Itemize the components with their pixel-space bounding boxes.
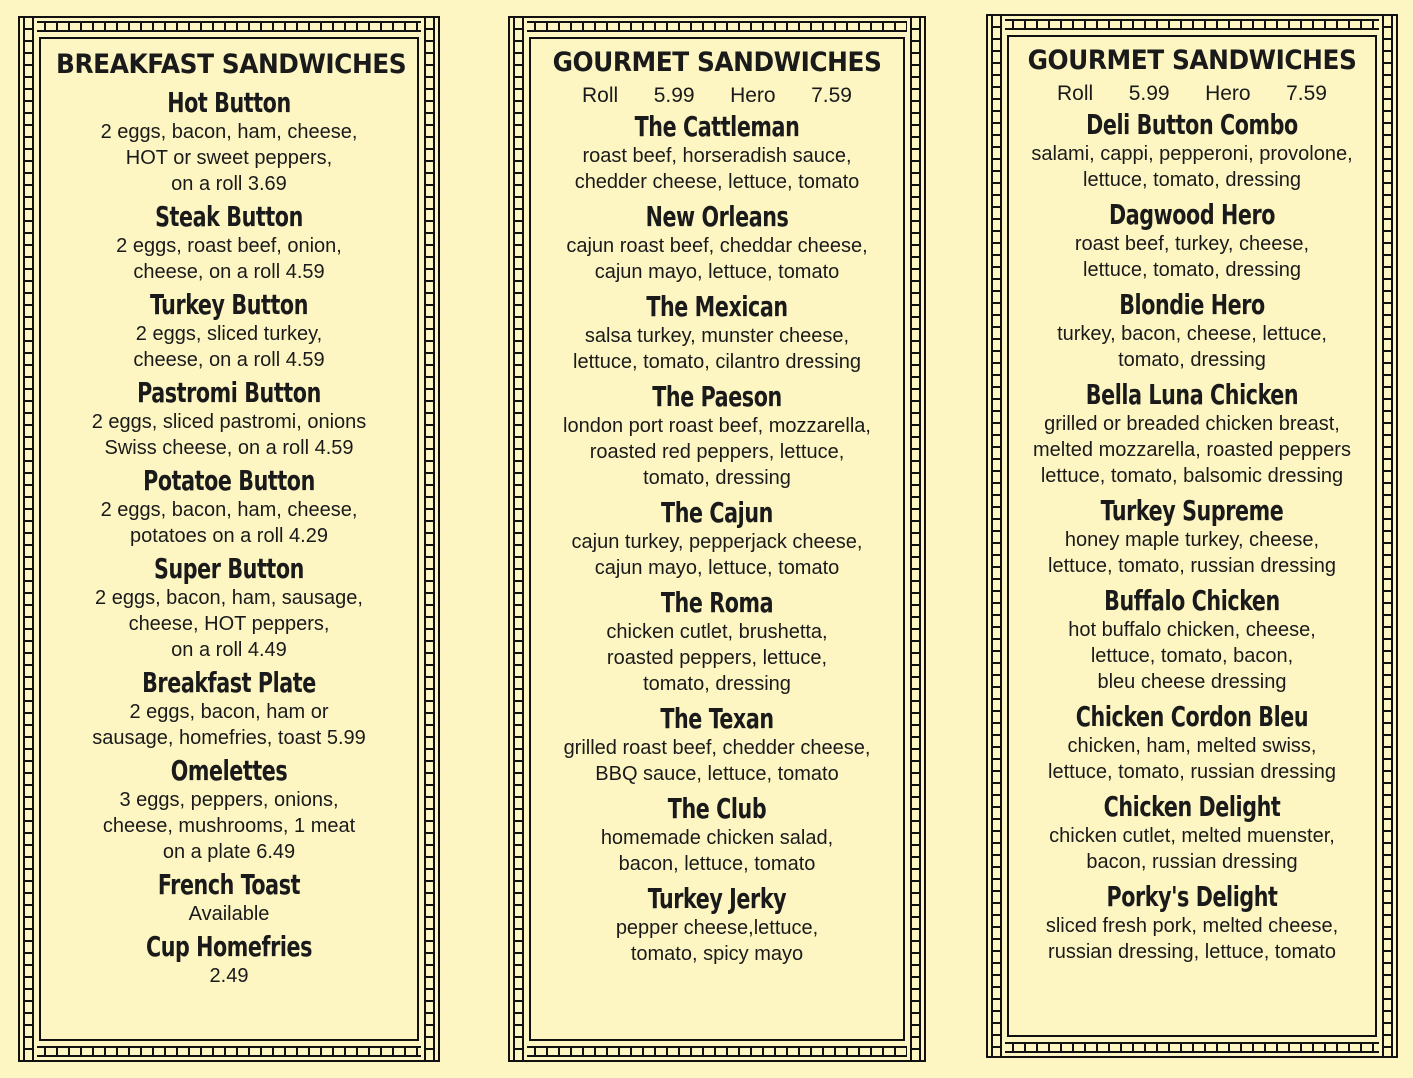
item-name: Turkey Button xyxy=(149,288,309,321)
menu-item xyxy=(1009,379,1375,489)
border-left xyxy=(988,16,1005,1056)
item-name: Buffalo Chicken xyxy=(1104,584,1280,617)
section-title: BREAKFAST SANDWICHES xyxy=(56,49,407,80)
menu-item xyxy=(531,201,903,285)
item-description: chicken cutlet, brushetta, roasted peppers, lettuce, tomato, dressing xyxy=(606,621,828,695)
item-name: French Toast xyxy=(157,868,301,901)
item-description: 2 eggs, bacon, ham, sausage, cheese, HOT peppers, on a roll 4.49 xyxy=(95,587,363,661)
menu-item xyxy=(1009,289,1375,373)
menu-item xyxy=(531,793,903,877)
menu-item xyxy=(531,883,903,967)
item-name: Chicken Delight xyxy=(1103,790,1281,823)
item-name: Porky's Delight xyxy=(1106,880,1278,913)
menu-item xyxy=(1009,881,1375,965)
item-name: Bella Luna Chicken xyxy=(1085,378,1299,411)
menu-item xyxy=(41,931,417,989)
menu-item xyxy=(41,553,417,663)
menu-item xyxy=(41,869,417,927)
breakfast-panel xyxy=(18,16,440,1062)
menu-item xyxy=(41,87,417,197)
item-description: london port roast beef, mozzarella, roasted red peppers, lettuce, tomato, dressing xyxy=(563,415,871,489)
border-right xyxy=(1379,16,1396,1056)
item-name: Cup Homefries xyxy=(145,930,313,963)
border-left xyxy=(20,18,37,1060)
item-name: The Texan xyxy=(660,702,774,735)
border-bottom xyxy=(510,1043,924,1060)
panel-content xyxy=(39,37,419,1041)
border-top xyxy=(510,18,924,35)
item-description: 2 eggs, sliced pastromi, onions Swiss cheese, on a roll 4.59 xyxy=(91,411,367,459)
menu-item xyxy=(531,111,903,195)
menu-items xyxy=(531,111,903,967)
menu-item xyxy=(1009,791,1375,875)
item-name: The Cattleman xyxy=(634,110,800,143)
item-description: 2.49 xyxy=(209,965,249,987)
item-name: Omelettes xyxy=(170,754,288,787)
item-name: New Orleans xyxy=(645,200,789,233)
item-name: Chicken Cordon Bleu xyxy=(1075,700,1309,733)
menu-item xyxy=(531,291,903,375)
item-name: The Paeson xyxy=(652,380,782,413)
price-line: Roll 5.99 Hero 7.59 xyxy=(1057,82,1327,105)
item-name: Deli Button Combo xyxy=(1086,108,1298,141)
border-left xyxy=(510,18,527,1060)
item-name: The Cajun xyxy=(661,496,773,529)
item-description: 2 eggs, sliced turkey, cheese, on a roll 4.59 xyxy=(133,323,325,371)
menu-items xyxy=(1009,109,1375,965)
item-description: grilled or breaded chicken breast, melted mozzarella, roasted peppers lettuce, tomato, balsomic dressing xyxy=(1033,413,1351,487)
menu-item xyxy=(531,381,903,491)
menu-item xyxy=(531,587,903,697)
item-description: chicken, ham, melted swiss, lettuce, tomato, russian dressing xyxy=(1048,735,1336,783)
menu-item xyxy=(531,497,903,581)
item-description: hot buffalo chicken, cheese, lettuce, tomato, bacon, bleu cheese dressing xyxy=(1068,619,1316,693)
item-name: Super Button xyxy=(154,552,304,585)
item-description: roast beef, turkey, cheese, lettuce, tomato, dressing xyxy=(1074,233,1310,281)
border-right xyxy=(421,18,438,1060)
item-name: Hot Button xyxy=(167,86,291,119)
item-description: 2 eggs, bacon, ham or sausage, homefries, toast 5.99 xyxy=(92,701,366,749)
item-description: 2 eggs, bacon, ham, cheese, HOT or sweet peppers, on a roll 3.69 xyxy=(100,121,358,195)
item-description: sliced fresh pork, melted cheese, russian dressing, lettuce, tomato xyxy=(1045,915,1339,963)
menu-item xyxy=(1009,109,1375,193)
item-description: roast beef, horseradish sauce, chedder cheese, lettuce, tomato xyxy=(574,145,860,193)
menu-item xyxy=(41,289,417,373)
item-description: homemade chicken salad, bacon, lettuce, tomato xyxy=(600,827,834,875)
item-description: grilled roast beef, chedder cheese, BBQ sauce, lettuce, tomato xyxy=(563,737,871,785)
menu-item xyxy=(41,755,417,865)
menu-item xyxy=(1009,199,1375,283)
menu-item xyxy=(1009,585,1375,695)
menu-item xyxy=(531,703,903,787)
item-description: 3 eggs, peppers, onions, cheese, mushrooms, 1 meat on a plate 6.49 xyxy=(102,789,356,863)
item-name: Blondie Hero xyxy=(1119,288,1265,321)
item-name: The Roma xyxy=(660,586,774,619)
item-description: cajun turkey, pepperjack cheese, cajun mayo, lettuce, tomato xyxy=(571,531,863,579)
menu-items xyxy=(41,87,417,989)
item-description: salsa turkey, munster cheese, lettuce, tomato, cilantro dressing xyxy=(573,325,861,373)
menu-item xyxy=(1009,495,1375,579)
item-description: chicken cutlet, melted muenster, bacon, russian dressing xyxy=(1049,825,1335,873)
gourmet-panel-1 xyxy=(508,16,926,1062)
item-name: Turkey Supreme xyxy=(1100,494,1284,527)
item-name: The Mexican xyxy=(646,290,788,323)
menu-item xyxy=(41,667,417,751)
item-name: Breakfast Plate xyxy=(142,666,316,699)
section-title: GOURMET SANDWICHES xyxy=(1027,45,1357,76)
price-line: Roll 5.99 Hero 7.59 xyxy=(582,84,852,107)
border-top xyxy=(988,16,1396,33)
item-description: cajun roast beef, cheddar cheese, cajun mayo, lettuce, tomato xyxy=(566,235,868,283)
item-name: The Club xyxy=(667,792,767,825)
item-description: honey maple turkey, cheese, lettuce, tomato, russian dressing xyxy=(1048,529,1336,577)
item-name: Dagwood Hero xyxy=(1108,198,1276,231)
item-name: Pastromi Button xyxy=(137,376,321,409)
border-bottom xyxy=(988,1039,1396,1056)
section-title: GOURMET SANDWICHES xyxy=(552,47,882,78)
border-right xyxy=(907,18,924,1060)
item-description: 2 eggs, bacon, ham, cheese, potatoes on a roll 4.29 xyxy=(100,499,358,547)
border-top xyxy=(20,18,438,35)
item-description: turkey, bacon, cheese, lettuce, tomato, dressing xyxy=(1057,323,1327,371)
gourmet-panel-2 xyxy=(986,14,1398,1058)
item-description: pepper cheese,lettuce, tomato, spicy mayo xyxy=(615,917,819,965)
panel-content xyxy=(529,37,905,1041)
panel-content xyxy=(1007,35,1377,1037)
item-name: Steak Button xyxy=(155,200,303,233)
menu-item xyxy=(41,201,417,285)
menu-item xyxy=(41,377,417,461)
item-name: Potatoe Button xyxy=(143,464,315,497)
border-bottom xyxy=(20,1043,438,1060)
menu-item xyxy=(41,465,417,549)
menu-item xyxy=(1009,701,1375,785)
item-description: salami, cappi, pepperoni, provolone, lettuce, tomato, dressing xyxy=(1031,143,1353,191)
item-name: Turkey Jerky xyxy=(647,882,787,915)
item-description: 2 eggs, roast beef, onion, cheese, on a roll 4.59 xyxy=(116,235,342,283)
item-description: Available xyxy=(188,903,270,925)
